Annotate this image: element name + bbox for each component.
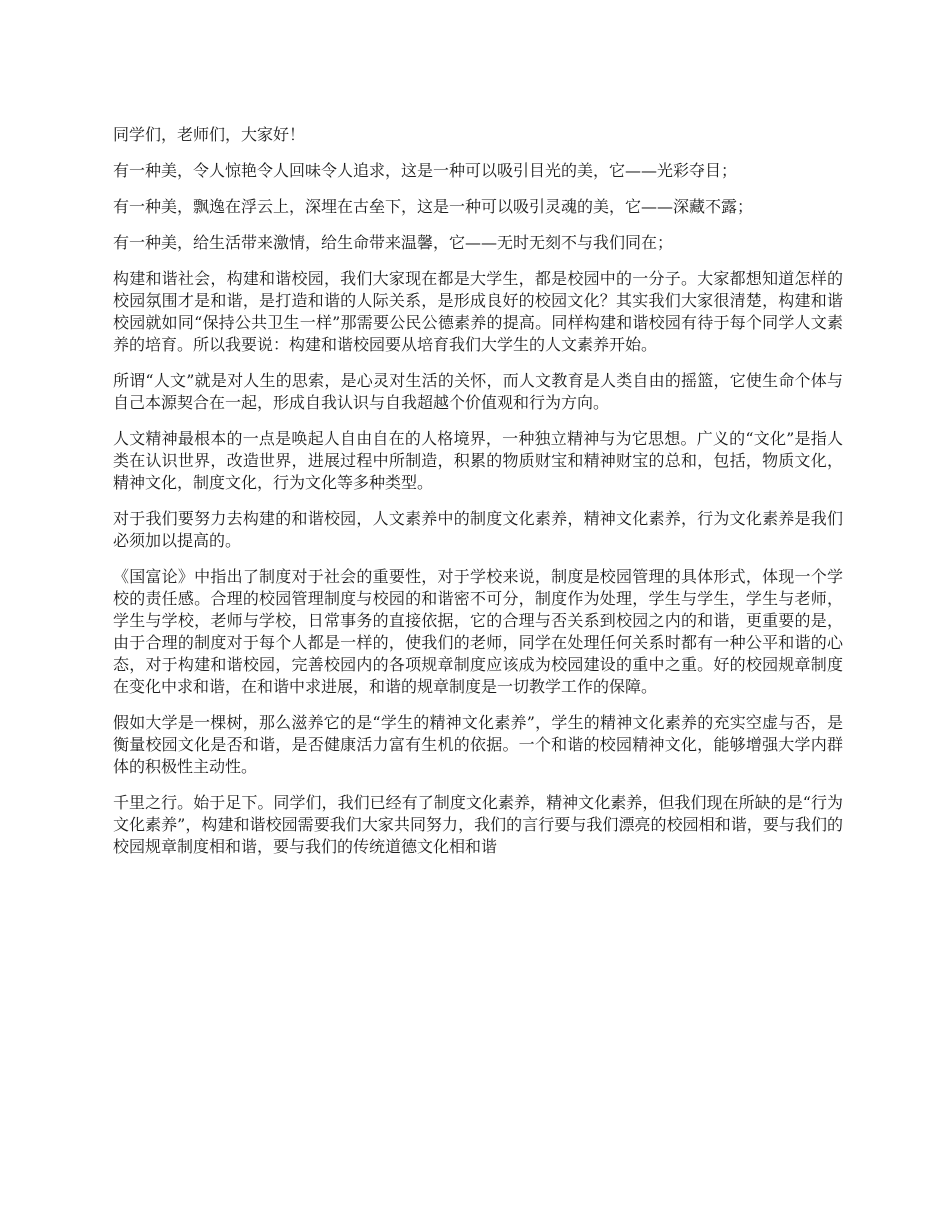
paragraph-humanities-definition: 所谓“人文”就是对人生的思索，是心灵对生活的关怀，而人文教育是人类自由的摇篮，它使生命个体与自己本源契合在一起，形成自我认识与自我超越个价值观和行为方向。	[113, 371, 843, 412]
paragraph-beauty-3: 有一种美，给生活带来激情，给生命带来温馨，它——无时无刻不与我们同在；	[113, 233, 674, 252]
paragraph-spiritual-culture: 假如大学是一棵树，那么滋养它的是“学生的精神文化素养”，学生的精神文化素养的充实空虚与否，是衡量校园文化是否和谐，是否健康活力富有生机的依据。一个和谐的校园精神文化，能够增强大学内群体的积极性主动性。	[113, 713, 843, 776]
paragraph-greeting: 同学们，老师们，大家好！	[113, 125, 306, 144]
paragraph-cultural-literacy: 对于我们要努力去构建的和谐校园，人文素养中的制度文化素养，精神文化素养，行为文化素养是我们必须加以提高的。	[113, 509, 843, 550]
paragraph-harmonious-campus: 构建和谐社会，构建和谐校园，我们大家现在都是大学生，都是校园中的一分子。大家都想知道怎样的校园氛围才是和谐，是打造和谐的人际关系，是形成良好的校园文化？其实我们大家很清楚，构建和谐校园就如同“保持公共卫生一样”那需要公民公德素养的提高。同样构建和谐校园有待于每个同学人文素养的培育。所以我要说：构建和谐校园要从培育我们大学生的人文素养开始。	[113, 269, 843, 354]
document-body	[113, 124, 843, 872]
paragraph-beauty-2: 有一种美，飘逸在浮云上，深埋在古垒下，这是一种可以吸引灵魂的美，它——深藏不露；	[113, 197, 754, 216]
paragraph-behavioral-culture: 千里之行。始于足下。同学们，我们已经有了制度文化素养，精神文化素养，但我们现在所缺的是“行为文化素养”，构建和谐校园需要我们大家共同努力，我们的言行要与我们漂亮的校园相和谐，要与我们的校园规章制度相和谐，要与我们的传统道德文化相和谐	[113, 793, 843, 856]
paragraph-humanistic-spirit: 人文精神最根本的一点是唤起人自由自在的人格境界，一种独立精神与为它思想。广义的“文化”是指人类在认识世界，改造世界，进展过程中所制造，积累的物质财宝和精神财宝的总和，包括，物质文化，精神文化，制度文化，行为文化等多种类型。	[113, 429, 843, 492]
paragraph-beauty-1: 有一种美，令人惊艳令人回味令人追求，这是一种可以吸引目光的美，它——光彩夺目；	[113, 161, 738, 180]
paragraph-institutional-culture: 《国富论》中指出了制度对于社会的重要性，对于学校来说，制度是校园管理的具体形式，体现一个学校的责任感。合理的校园管理制度与校园的和谐密不可分，制度作为处理，学生与学生，学生与老师，学生与学校，老师与学校，日常事务的直接依据，它的合理与否关系到校园之内的和谐，更重要的是，由于合理的制度对于每个人都是一样的，使我们的老师，同学在处理任何关系时都有一种公平和谐的心态，对于构建和谐校园，完善校园内的各项规章制度应该成为校园建设的重中之重。好的校园规章制度在变化中求和谐，在和谐中求进展，和谐的规章制度是一切教学工作的保障。	[113, 567, 843, 696]
